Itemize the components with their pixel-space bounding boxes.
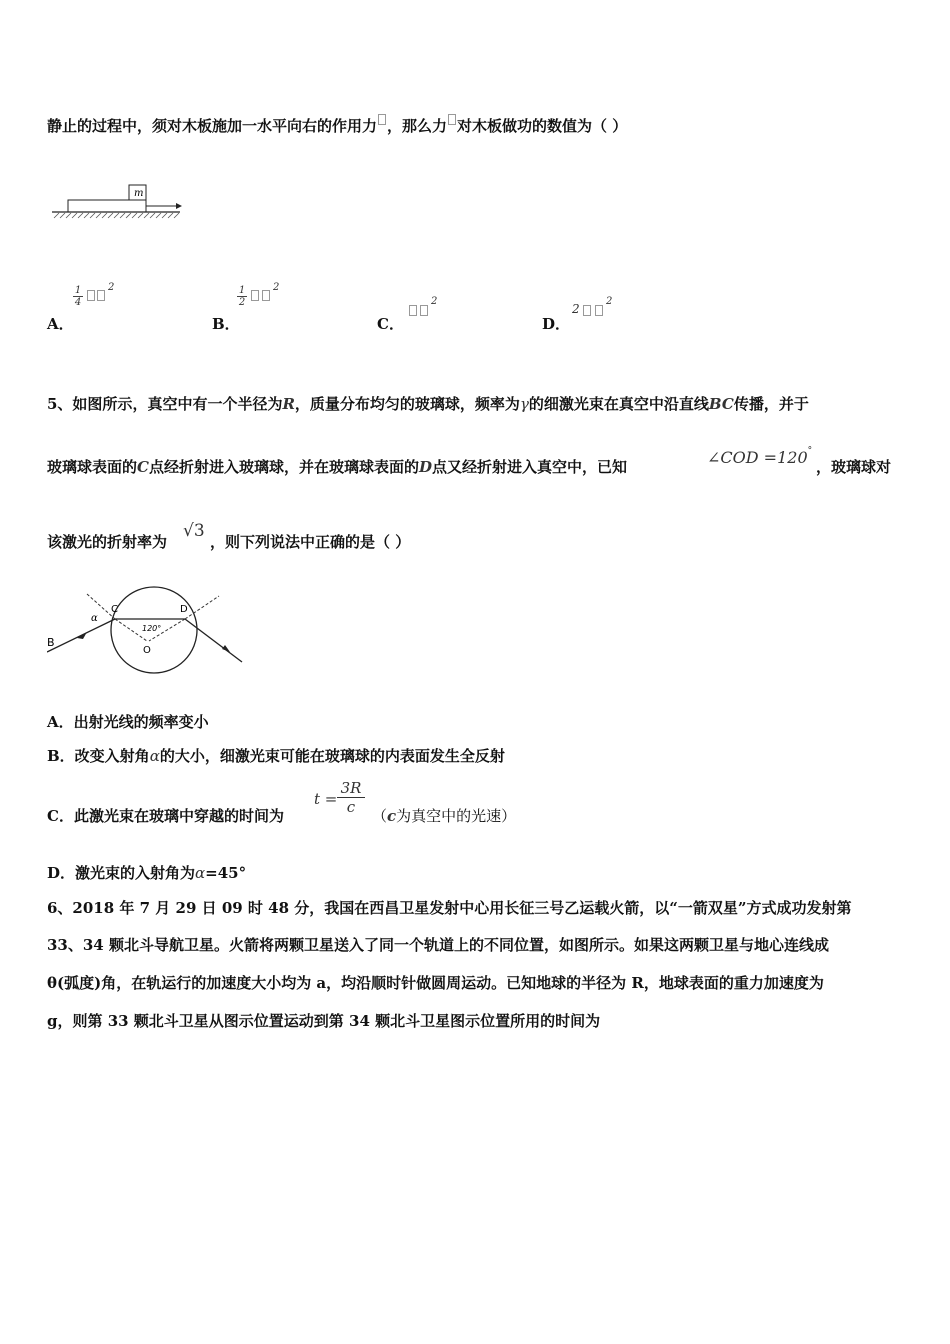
q5-option-c-tail: （c为真空中的光速） (372, 807, 517, 825)
option-label: D． (542, 315, 571, 333)
q4-option-b[interactable] (212, 313, 240, 334)
option-b-exponent: 2 (273, 282, 280, 293)
option-label: C． (377, 315, 404, 333)
label-angle: 120° (142, 624, 162, 633)
missing-symbol-icon (583, 305, 591, 316)
missing-symbol-icon (87, 290, 95, 301)
label-o: O (143, 645, 151, 656)
q4-option-d[interactable] (542, 313, 570, 334)
block-mass-label: m (134, 188, 144, 199)
q5-stem-line2: 玻璃球表面的C点经折射进入玻璃球，并在玻璃球表面的D点又经折射进入真空中，已知 (47, 458, 628, 476)
missing-symbol-icon (420, 305, 428, 316)
q5-stem-line2-end: ，玻璃球对 (816, 458, 892, 476)
option-label: B． (212, 315, 240, 333)
q4-figure-board-block (50, 180, 185, 225)
missing-symbol-icon (409, 305, 417, 316)
q5-option-c[interactable]: C．此激光束在玻璃中穿越的时间为 (47, 807, 284, 825)
option-d-exponent: 2 (606, 296, 613, 307)
angle-cod-formula: ∠COD =120° (707, 446, 813, 467)
q5-glass-sphere-figure (47, 582, 245, 682)
option-a-exponent: 2 (108, 282, 115, 293)
option-b-coefficient: $\frac{1}{2}$ (238, 285, 246, 308)
label-c: C (111, 604, 118, 615)
q4-stem (47, 114, 627, 136)
option-c-exponent: 2 (431, 296, 438, 307)
q5-option-d[interactable]: D．激光束的入射角为α=45° (47, 864, 247, 882)
label-d: D (180, 604, 188, 615)
missing-symbol-icon (251, 290, 259, 301)
option-a-coefficient: $\frac{1}{4}$ (74, 285, 82, 308)
option-label: A． (47, 315, 74, 333)
q5-stem-line1: 5、如图所示，真空中有一个半径为R，质量分布均匀的玻璃球，频率为γ的细激光束在真空中沿直线BC传播，并于 (47, 395, 809, 413)
q6-line4: g，则第 33 颗北斗卫星从图示位置运动到第 34 颗北斗卫星图示位置所用的时间为 (47, 1012, 601, 1030)
label-b: B (47, 636, 55, 649)
label-alpha: α (91, 613, 98, 624)
q5-option-a[interactable]: A．出射光线的频率变小 (47, 713, 209, 731)
q4-stem-part3: 对木板做功的数值为（ ） (457, 117, 628, 135)
q4-stem-part2: ，那么力 (387, 117, 448, 135)
time-formula-fraction: 3R c (337, 779, 365, 816)
missing-symbol-icon (448, 114, 456, 125)
q5-stem-line3-end: ，则下列说法中正确的是（ ） (210, 533, 411, 551)
q4-stem-part1: 静止的过程中，须对木板施加一水平向右的作用力 (47, 117, 378, 135)
q6-line3: θ(弧度)角，在轨运行的加速度大小均为 a，均沿顺时针做圆周运动。已知地球的半径为 R，地球表面的重力加速度为 (47, 974, 824, 992)
sqrt-three: √3 (183, 521, 205, 541)
time-formula-lhs: t = (314, 790, 338, 808)
q4-option-a[interactable] (47, 313, 74, 334)
missing-symbol-icon (378, 114, 386, 125)
missing-symbol-icon (97, 290, 105, 301)
q5-option-b[interactable]: B．改变入射角α的大小，细激光束可能在玻璃球的内表面发生全反射 (47, 747, 505, 765)
missing-symbol-icon (262, 290, 270, 301)
q4-option-c[interactable] (377, 313, 404, 334)
q5-stem-line3: 该激光的折射率为 (47, 533, 168, 551)
option-d-coefficient: 2 (572, 302, 580, 316)
missing-symbol-icon (595, 305, 603, 316)
q6-line1: 6、2018 年 7 月 29 日 09 时 48 分，我国在西昌卫星发射中心用长征三号乙运载火箭，以“一箭双星”方式成功发射第 (47, 899, 852, 917)
q6-line2: 33、34 颗北斗导航卫星。火箭将两颗卫星送入了同一个轨道上的不同位置，如图所示。如果这两颗卫星与地心连线成 (47, 936, 829, 954)
